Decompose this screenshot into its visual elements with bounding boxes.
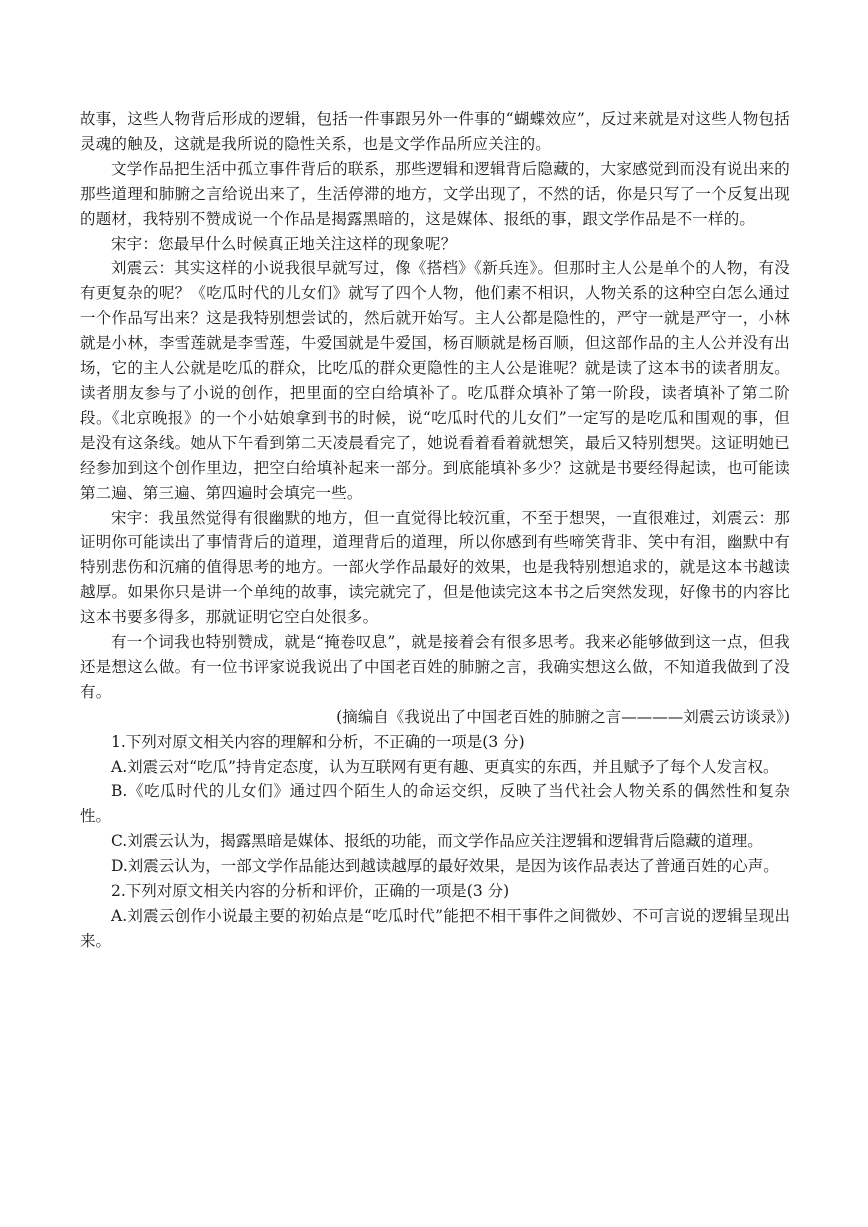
answer-option-c: C.刘震云认为，揭露黑暗是媒体、报纸的功能，而文学作品应关注逻辑和逻辑背后隐藏的道理。 xyxy=(111,832,763,851)
document-page xyxy=(80,107,790,954)
question-stem: 1.下列对原文相关内容的理解和分析，不正确的一项是(3 分) xyxy=(111,732,525,751)
question-1 xyxy=(80,730,790,879)
question-stem: 2.下列对原文相关内容的分析和评价，正确的一项是(3 分) xyxy=(111,882,510,901)
answer-option-d: D.刘震云认为，一部文学作品能达到越读越厚的最好效果，是因为该作品表达了普通百姓的心声。 xyxy=(111,857,779,876)
paragraph-interview-exchange: 宋宇：我虽然觉得有很幽默的地方，但一直觉得比较沉重，不至于想哭，一直很难过，刘震云：那证明你可能读出了事情背后的道理，道理背后的道理，所以你感到有些啼笑背非、笑中有泪，幽默中有特别悲伤和沉痛的值得思考的地方。一部火学作品最好的效果，也是我特别想追求的，就是这本书越读越厚。如果你只是讲一个单纯的故事，读完就完了，但是他读完这本书之后突然发现，好像书的内容比这本书要多得多，那就证明它空白处很多。 xyxy=(80,508,790,627)
paragraph: 有一个词我也特别赞成，就是“掩卷叹息”，就是接着会有很多思考。我来必能够做到这一点，但我还是想这么做。有一位书评家说我说出了中国老百姓的肺腑之言，我确实想这么做，不知道我做到了没有。 xyxy=(80,633,790,701)
question-2 xyxy=(80,879,790,954)
source-citation: (摘编自《我说出了中国老百姓的肺腑之言————刘震云访谈录》) xyxy=(336,707,790,726)
paragraph-interview-question: 宋宇：您最早什么时候真正地关注这样的现象呢？ xyxy=(111,234,457,253)
answer-option-b: B.《吃瓜时代的儿女们》通过四个陌生人的命运交织，反映了当代社会人物关系的偶然性和复杂性。 xyxy=(80,782,790,826)
answer-option-a: A.刘震云对“吃瓜”持肯定态度，认为互联网有更有趣、更真实的东西，并且赋予了每个人发言权。 xyxy=(111,757,779,776)
paragraph-continuation: 故事，这些人物背后形成的逻辑，包括一件事跟另外一件事的“蝴蝶效应”，反过来就是对这些人物包括灵魂的触及，这就是我所说的隐性关系，也是文学作品所应关注的。 xyxy=(80,110,790,153)
answer-option-a: A.刘震云创作小说最主要的初始点是“吃瓜时代”能把不相干事件之间微妙、不可言说的逻辑呈现出来。 xyxy=(80,907,790,950)
paragraph: 文学作品把生活中孤立事件背后的联系，那些逻辑和逻辑背后隐藏的，大家感觉到而没有说出来的那些道理和肺腑之言给说出来了，生活停滞的地方，文学出现了，不然的话，你是只写了一个反复出现的题材，我特别不赞成说一个作品是揭露黑暗的，这是媒体、报纸的事，跟文学作品是不一样的。 xyxy=(80,159,790,228)
paragraph-interview-answer: 刘震云：其实这样的小说我很早就写过，像《搭档》《新兵连》。但那时主人公是单个的人物，有没有更复杂的呢？《吃瓜时代的儿女们》就写了四个人物，他们素不相识，人物关系的这种空白怎么通过一个作品写出来？这是我特别想尝试的，然后就开始写。主人公都是隐性的，严守一就是严守一，小林就是小林，李雪莲就是李雪莲，牛爱国就是牛爱国，杨百顺就是杨百顺，但这部作品的主人公并没有出场，它的主人公就是吃瓜的群众，比吃瓜的群众更隐性的主人公是谁呢？就是读了这本书的读者朋友。读者朋友参与了小说的创作，把里面的空白给填补了。吃瓜群众填补了第一阶段，读者填补了第二阶段。《北京晚报》的一个小姑娘拿到书的时候，说“吃瓜时代的儿女们”一定写的是吃瓜和围观的事，但是没有这条线。她从下午看到第二天凌晨看完了，她说看着看着就想笑，最后又特别想哭。这证明她已经参加到这个创作里边，把空白给填补起来一部分。到底能填补多少？这就是书要经得起读，也可能读第二遍、第三遍、第四遍时会填完一些。 xyxy=(80,259,790,502)
